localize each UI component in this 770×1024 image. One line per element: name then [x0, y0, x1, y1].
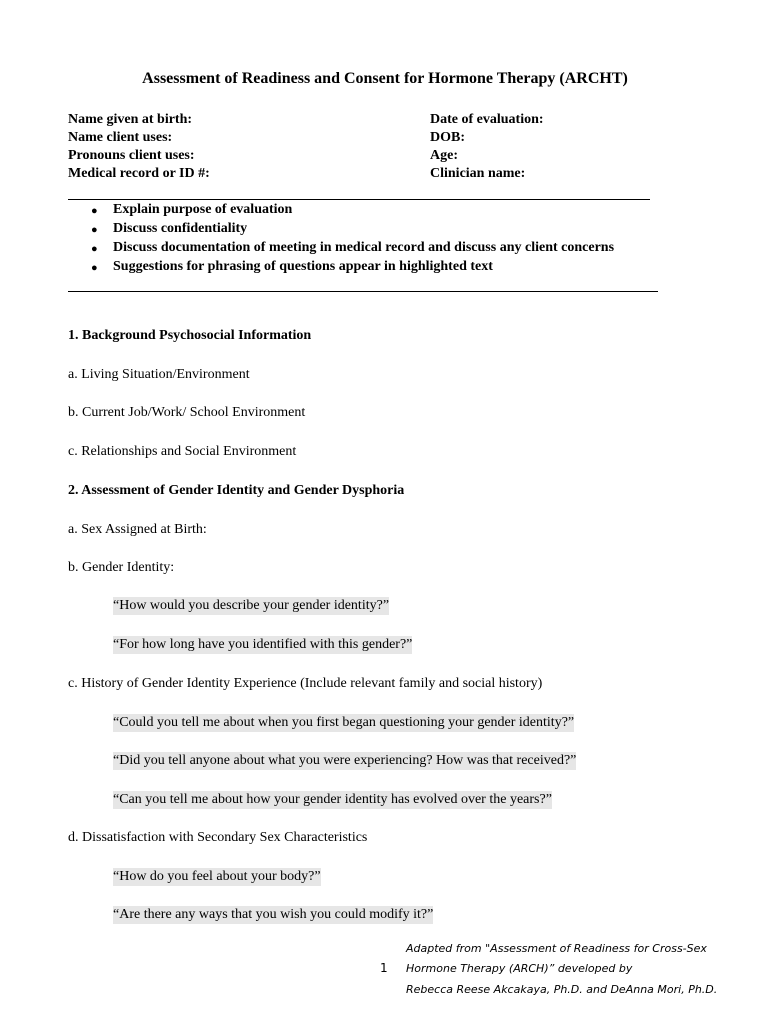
page-number: 1	[380, 961, 388, 975]
question-text: “Did you tell anyone about what you were experiencing? How was that received?”	[113, 753, 577, 768]
bullet-icon: ●	[91, 262, 98, 274]
section-heading: 1. Background Psychosocial Information	[68, 328, 312, 343]
field-name-at-birth: Name given at birth:	[68, 112, 193, 127]
suggested-question	[113, 869, 321, 885]
intro-bullet-item: Suggestions for phrasing of questions appear in highlighted text	[113, 259, 493, 274]
bullet-icon: ●	[91, 243, 98, 255]
intro-bullet-item: Discuss documentation of meeting in medical record and discuss any client concerns	[113, 240, 615, 255]
field-dob: DOB:	[430, 130, 465, 145]
field-age: Age:	[430, 148, 458, 163]
question-text: “How would you describe your gender identity?”	[113, 598, 390, 613]
question-text: “Are there any ways that you wish you could modify it?”	[113, 907, 434, 922]
footer-citation-line: Adapted from "Assessment of Readiness for Cross-Sex	[406, 942, 707, 955]
section-item: a. Sex Assigned at Birth:	[68, 522, 207, 537]
intro-bullet-item: Explain purpose of evaluation	[113, 202, 293, 217]
bullet-icon: ●	[91, 224, 98, 236]
intro-bullet-item: Discuss confidentiality	[113, 221, 248, 236]
field-pronouns: Pronouns client uses:	[68, 148, 195, 163]
section-item: c. Relationships and Social Environment	[68, 444, 297, 459]
suggested-question	[113, 907, 433, 923]
footer-citation-line: Hormone Therapy (ARCH)” developed by	[406, 962, 633, 975]
divider-bottom	[68, 291, 658, 292]
question-text: “How do you feel about your body?”	[113, 869, 321, 884]
section-item: b. Current Job/Work/ School Environment	[68, 405, 306, 420]
bullet-icon: ●	[91, 205, 98, 217]
footer-citation-line: Rebecca Reese Akcakaya, Ph.D. and DeAnna Mori, Ph.D.	[406, 983, 718, 996]
document-title: Assessment of Readiness and Consent for Hormone Therapy (ARCHT)	[142, 70, 628, 87]
section-item: c. History of Gender Identity Experience (Include relevant family and social history)	[68, 676, 543, 691]
suggested-question	[113, 598, 389, 614]
suggested-question	[113, 792, 552, 808]
field-clinician-name: Clinician name:	[430, 166, 526, 181]
section-item: d. Dissatisfaction with Secondary Sex Characteristics	[68, 830, 368, 845]
suggested-question	[113, 753, 576, 769]
suggested-question	[113, 715, 574, 731]
section-heading: 2. Assessment of Gender Identity and Gender Dysphoria	[68, 483, 405, 498]
section-item: b. Gender Identity:	[68, 560, 175, 575]
question-text: “For how long have you identified with this gender?”	[113, 637, 413, 652]
question-text: “Can you tell me about how your gender identity has evolved over the years?”	[113, 792, 552, 807]
field-date-of-evaluation: Date of evaluation:	[430, 112, 544, 127]
field-name-client-uses: Name client uses:	[68, 130, 173, 145]
divider-top	[68, 199, 650, 200]
field-medical-record: Medical record or ID #:	[68, 166, 210, 181]
section-item: a. Living Situation/Environment	[68, 367, 250, 382]
question-text: “Could you tell me about when you first began questioning your gender identity?”	[113, 715, 575, 730]
suggested-question	[113, 637, 412, 653]
